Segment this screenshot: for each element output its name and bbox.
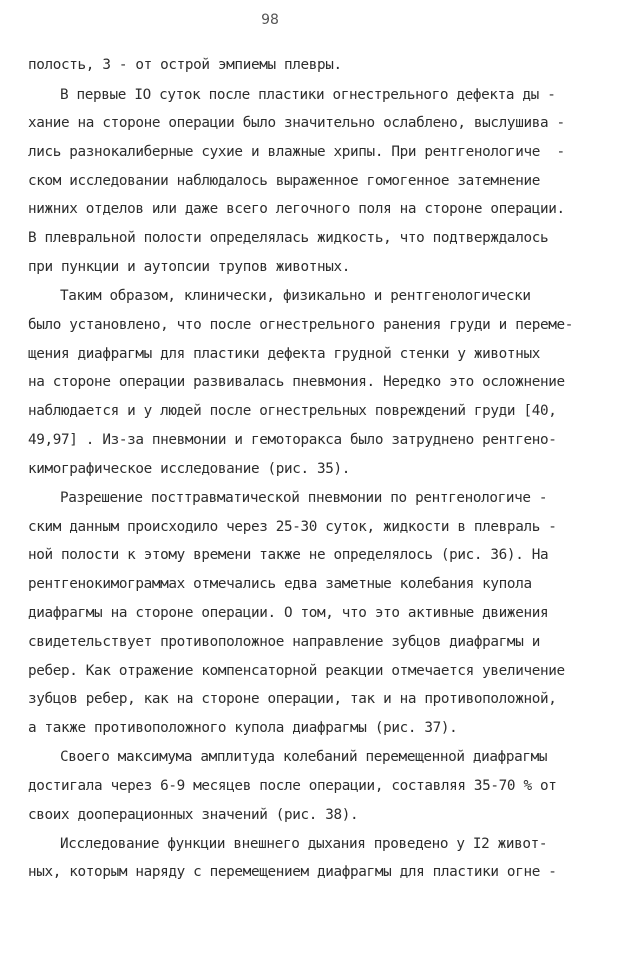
text-line: а также противоположного купола диафрагмы (рис. 37). (28, 720, 458, 736)
text-line: лись разнокалиберные сухие и влажные хрипы. При рентгенологиче - (28, 144, 565, 160)
text-line: кимографическое исследование (рис. 35). (28, 461, 351, 477)
text-line: В плевральной полости определялась жидкость, что подтверждалось (28, 230, 549, 246)
text-line: В первые IO суток после пластики огнестрельного дефекта ды - (60, 87, 556, 103)
text-line: полость, 3 - от острой эмпиемы плевры. (28, 57, 342, 73)
text-line: было установлено, что после огнестрельного ранения груди и переме- (28, 317, 573, 333)
text-line: достигала через 6-9 месяцев после операции, составляя 35-70 % от (28, 778, 557, 794)
text-line: ском исследовании наблюдалось выраженное гомогенное затемнение (28, 173, 540, 189)
text-line: свидетельствует противоположное направление зубцов диафрагмы и (28, 634, 540, 650)
text-line: наблюдается и у людей после огнестрельных повреждений груди [40, (28, 403, 557, 419)
text-line: диафрагмы на стороне операции. О том, что это активные движения (28, 605, 549, 621)
text-line: при пункции и аутопсии трупов животных. (28, 259, 351, 275)
text-line: ной полости к этому времени также не определялось (рис. 36). На (28, 547, 549, 563)
text-line: Своего максимума амплитуда колебаний перемещенной диафрагмы (60, 749, 548, 765)
text-line: 49,97] . Из-за пневмонии и гемоторакса было затруднено рентгено- (28, 432, 557, 448)
page-number: 98 (261, 12, 279, 28)
text-line: на стороне операции развивалась пневмония. Нередко это осложнение (28, 374, 565, 390)
text-line: своих дооперационных значений (рис. 38). (28, 807, 359, 823)
text-line: хание на стороне операции было значительно ослаблено, выслушива - (28, 115, 565, 131)
text-line: щения диафрагмы для пластики дефекта грудной стенки у животных (28, 346, 540, 362)
text-line: ных, которым наряду с перемещением диафрагмы для пластики огне - (28, 864, 557, 880)
text-line: ским данным происходило через 25-30 суток, жидкости в плевраль - (28, 519, 557, 535)
text-line: рентгенокимограммах отмечались едва заметные колебания купола (28, 576, 532, 592)
text-line: нижних отделов или даже всего легочного поля на стороне операции. (28, 201, 565, 217)
text-line: зубцов ребер, как на стороне операции, так и на противоположной, (28, 691, 557, 707)
text-line: ребер. Как отражение компенсаторной реакции отмечается увеличение (28, 663, 565, 679)
text-line: Таким образом, клинически, физикально и рентгенологически (60, 288, 531, 304)
text-line: Исследование функции внешнего дыхания проведено у I2 живот- (60, 836, 548, 852)
text-line: Разрешение посттравматической пневмонии по рентгенологиче - (60, 490, 548, 506)
